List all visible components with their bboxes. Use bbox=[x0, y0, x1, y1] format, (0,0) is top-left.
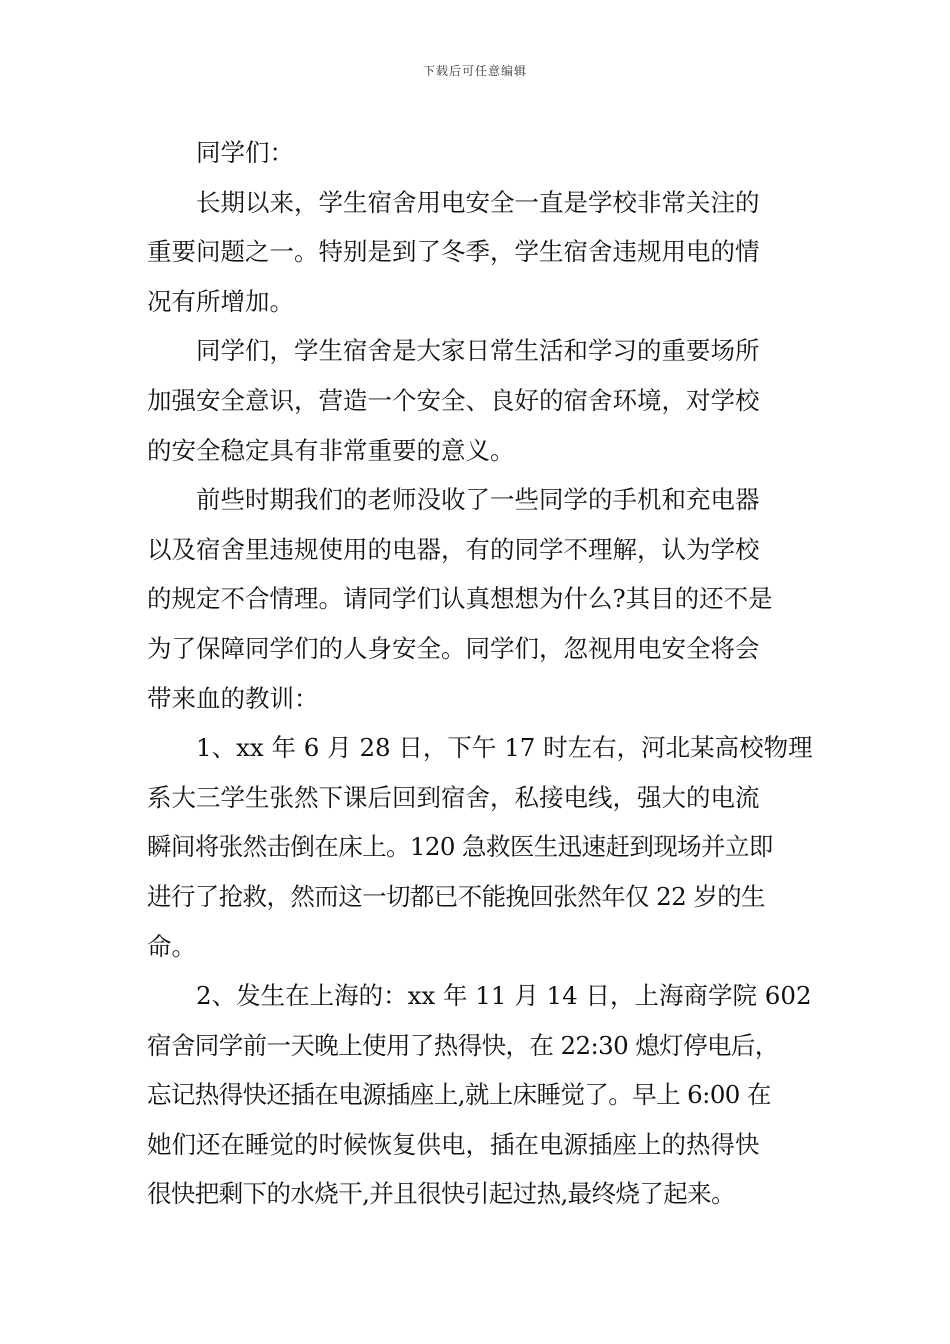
paragraph-line: 忘记热得快还插在电源插座上,就上床睡觉了。早上 6:00 在 bbox=[147, 1080, 771, 1110]
paragraph-line: 命。 bbox=[147, 931, 196, 961]
paragraph-line: 长期以来，学生宿舍用电安全一直是学校非常关注的 bbox=[196, 187, 760, 217]
paragraph-line: 同学们，学生宿舍是大家日常生活和学习的重要场所 bbox=[196, 336, 760, 366]
paragraph-line: 1、xx 年 6 月 28 日，下午 17 时左右，河北某高校物理 bbox=[196, 733, 813, 763]
paragraph-line: 很快把剩下的水烧干,并且很快引起过热,最终烧了起来。 bbox=[147, 1179, 735, 1209]
paragraph-line: 系大三学生张然下课后回到宿舍，私接电线，强大的电流 bbox=[147, 782, 760, 812]
paragraph-line: 以及宿舍里违规使用的电器，有的同学不理解，认为学校 bbox=[147, 534, 760, 564]
paragraph-line: 她们还在睡觉的时候恢复供电，插在电源插座上的热得快 bbox=[147, 1129, 760, 1159]
paragraph-line: 带来血的教训： bbox=[147, 683, 319, 713]
paragraph-line: 前些时期我们的老师没收了一些同学的手机和充电器 bbox=[196, 485, 760, 515]
paragraph-line: 重要问题之一。特别是到了冬季，学生宿舍违规用电的情 bbox=[147, 237, 760, 267]
page-header: 下载后可任意编辑 bbox=[422, 64, 527, 78]
paragraph-line: 况有所增加。 bbox=[147, 286, 294, 316]
paragraph-line: 的安全稳定具有非常重要的意义。 bbox=[147, 435, 515, 465]
salutation: 同学们： bbox=[196, 138, 294, 167]
paragraph-line: 加强安全意识，营造一个安全、良好的宿舍环境，对学校 bbox=[147, 385, 760, 415]
document-body bbox=[147, 128, 813, 1219]
paragraph-line: 2、发生在上海的：xx 年 11 月 14 日，上海商学院 602 bbox=[196, 981, 812, 1011]
paragraph-line: 宿舍同学前一天晚上使用了热得快，在 22:30 熄灯停电后， bbox=[147, 1030, 779, 1060]
paragraph-line: 为了保障同学们的人身安全。同学们，忽视用电安全将会 bbox=[147, 633, 760, 663]
paragraph-line: 的规定不合情理。请同学们认真想想为什么?其目的还不是 bbox=[147, 584, 773, 614]
paragraph-line: 瞬间将张然击倒在床上。120 急救医生迅速赶到现场并立即 bbox=[147, 832, 773, 862]
paragraph-line: 进行了抢救，然而这一切都已不能挽回张然年仅 22 岁的生 bbox=[147, 881, 765, 911]
